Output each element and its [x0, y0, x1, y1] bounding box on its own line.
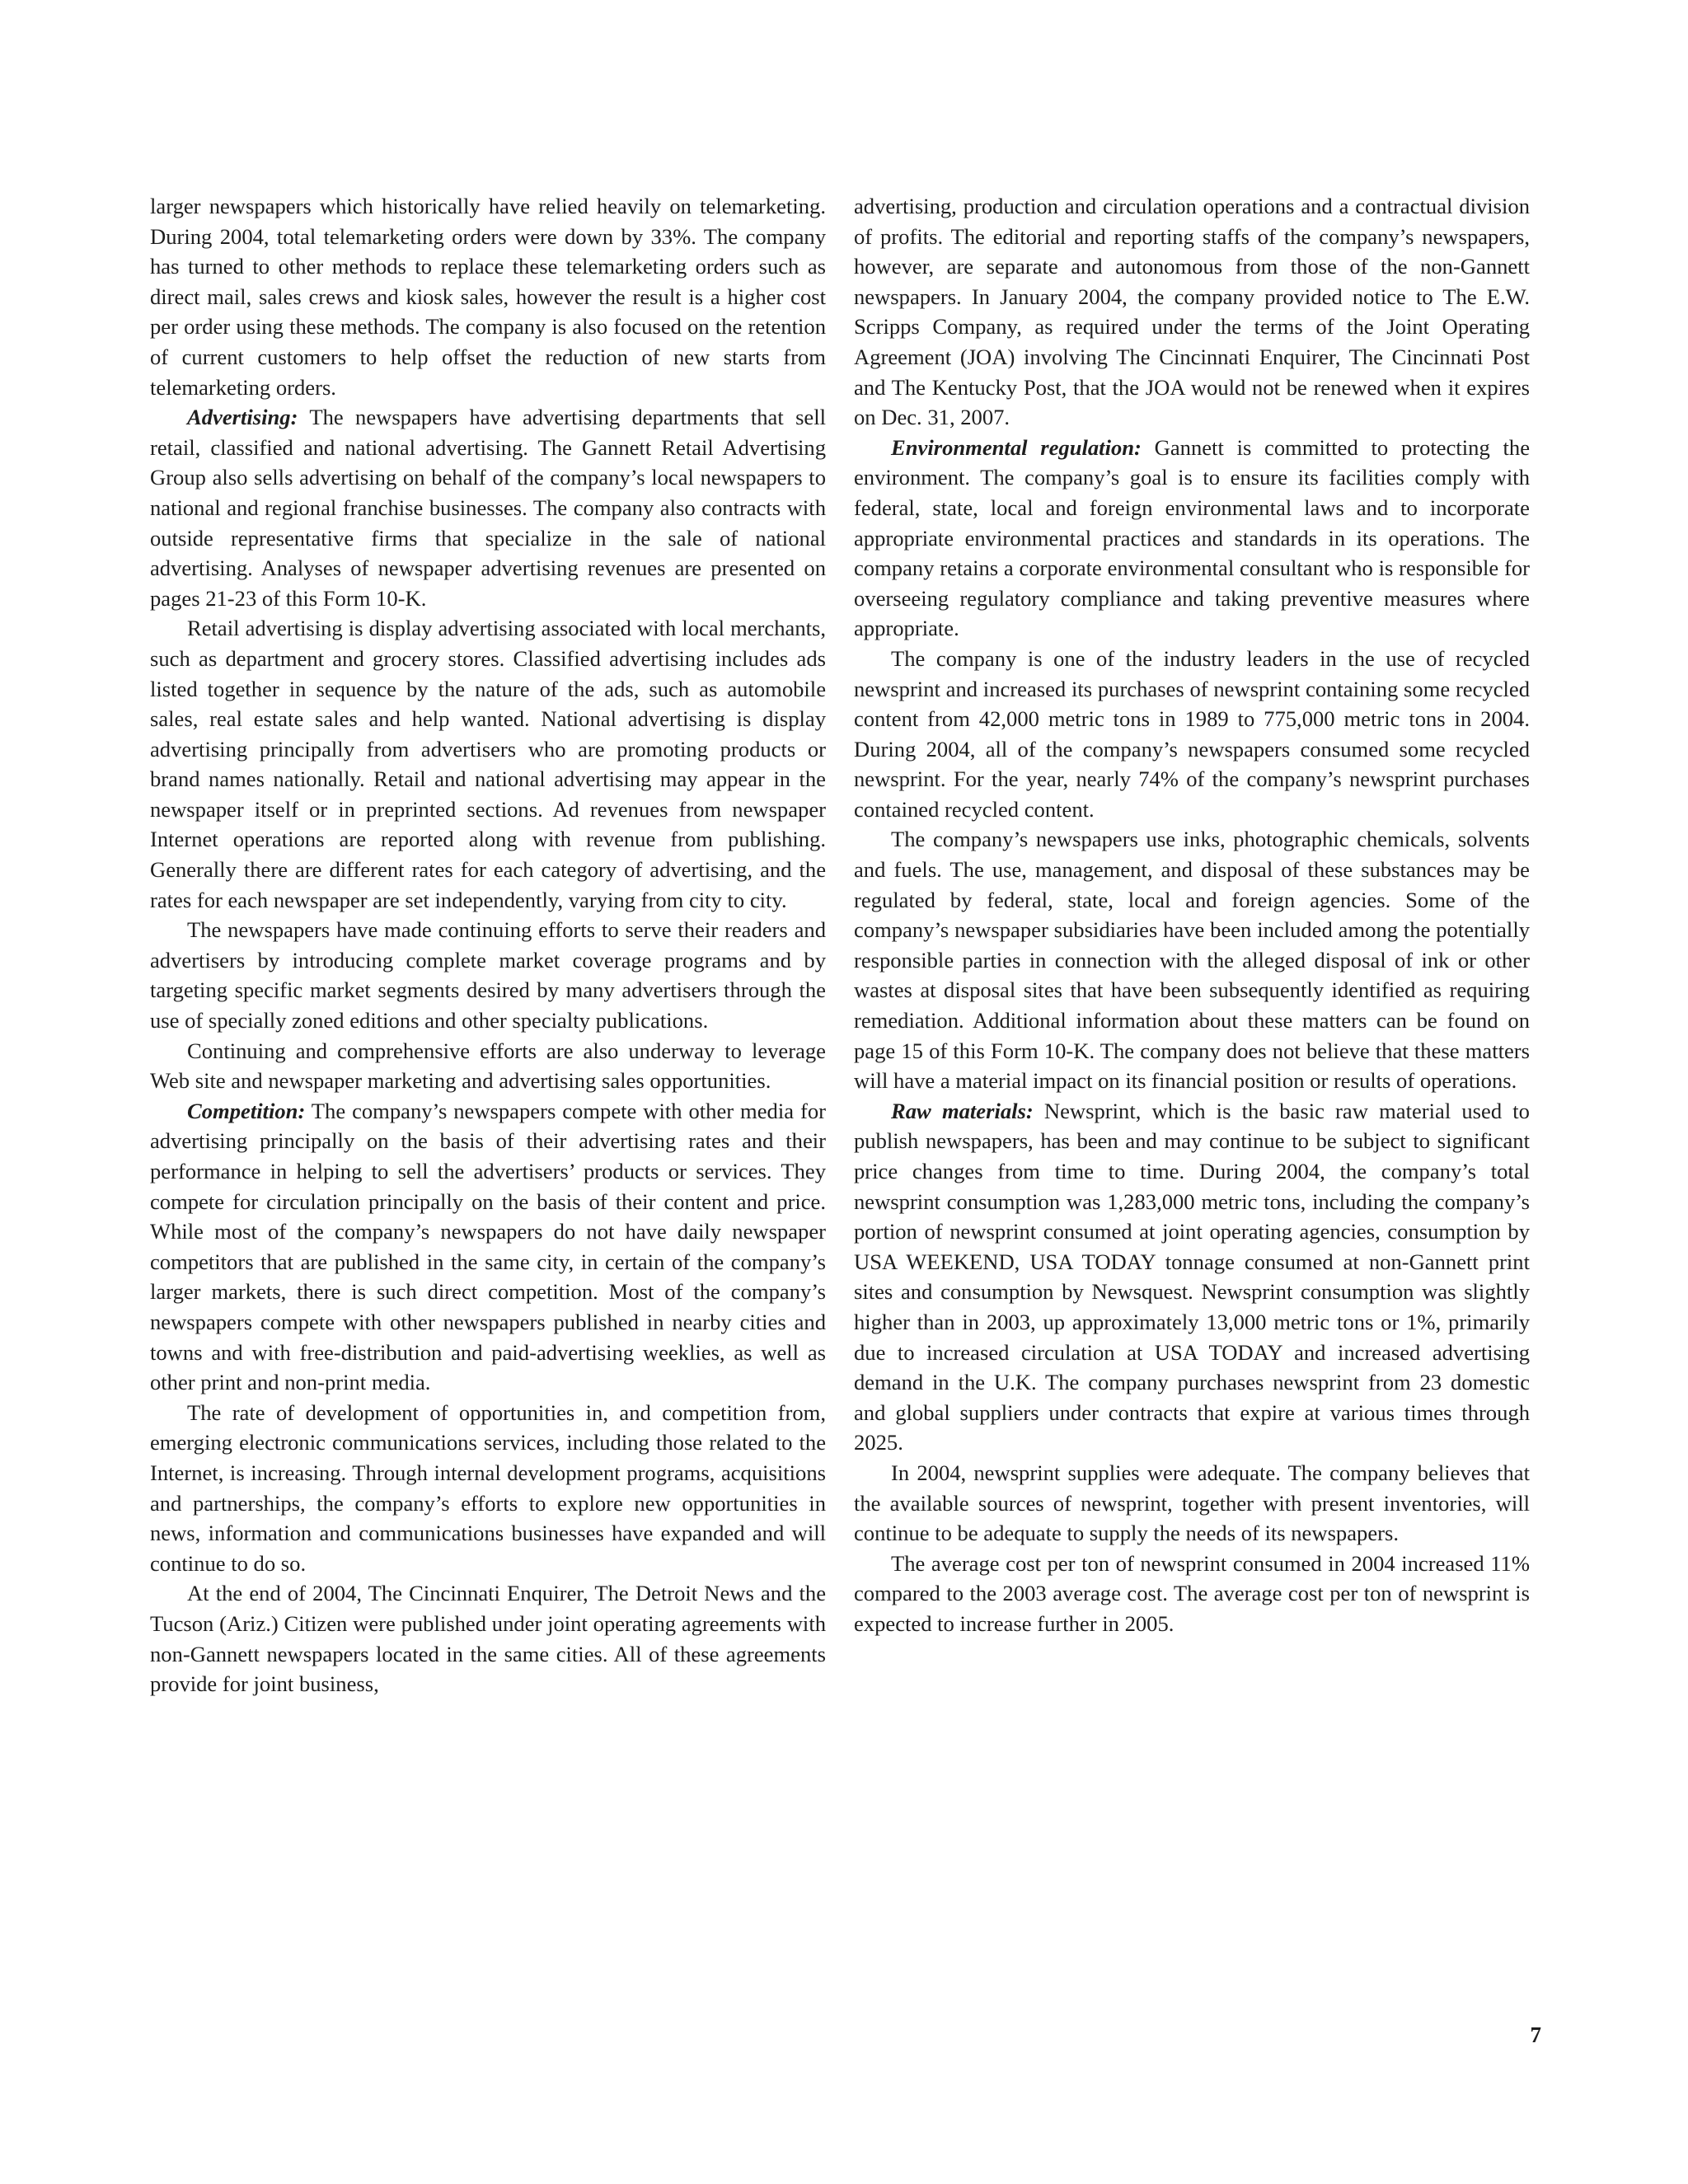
paragraph-telemarketing: larger newspapers which historically have relied heavily on telemarketing. During 2004, total telemarketing orders were down by 33%. The company has turned to other methods to replace these telemarketing orders such as direct mail, sales crews and kiosk sales, however the result is a higher cost per order using these methods. The company is also focused on the retention of current customers to help offset the reduction of new starts from telemarketing orders. — [150, 194, 826, 400]
advertising-body: The newspapers have advertising departments that sell retail, classified and national advertising. The Gannett Retail Advertising Group also sells advertising on behalf of the company’s local newspapers to national and regional franchise businesses. The company also contracts with outside representative firms that specialize in the sale of national advertising. Analyses of newspaper advertising revenues are presented on pages 21-23 of this Form 10-K. — [150, 405, 826, 611]
environmental-heading: Environmental regulation: — [891, 434, 1142, 460]
paragraph-web-efforts: Continuing and comprehensive efforts are also underway to leverage Web site and newspaper marketing and advertising sales opportunities. — [150, 1038, 826, 1094]
right-text-column — [854, 191, 1530, 1639]
paragraph-electronic-services: The rate of development of opportunities in, and competition from, emerging electronic communications services, including those related to the Internet, is increasing. Through internal development programs, acquisitions and partnerships, the company’s efforts to explore new opportunities in news, information and communications businesses have expanded and will continue to do so. — [150, 1399, 826, 1576]
paragraph-retail-advertising: Retail advertising is display advertising associated with local merchants, such as department and grocery stores. Classified advertising includes ads listed together in sequence by the nature of the ads, such as automobile sales, real estate sales and help wanted. National advertising is display advertising principally from advertisers who are promoting products or brand names nationally. Retail and national advertising may appear in the newspaper itself or in preprinted sections. Ad revenues from newspaper Internet operations are reported along with revenue from publishing. Generally there are different rates for each category of advertising, and the rates for each newspaper are set independently, varying from city to city. — [150, 616, 826, 912]
paragraph-inks-chemicals: The company’s newspapers use inks, photographic chemicals, solvents and fuels. The use, management, and disposal of these substances may be regulated by federal, state, local and foreign agencies. Some of the company’s newspaper subsidiaries have been included among the potentially responsible parties in connection with the alleged disposal of ink or other wastes at disposal sites that have been subsequently identified as requiring remediation. Additional information about these matters can be found on page 15 of this Form 10-K. The company does not believe that these matters will have a material impact on its financial position or results of operations. — [854, 827, 1530, 1094]
advertising-heading: Advertising: — [187, 405, 298, 430]
raw-materials-body: Newsprint, which is the basic raw material used to publish newspapers, has been and may continue to be subject to significant price changes from time to time. During 2004, the company’s total newsprint consumption was 1,283,000 metric tons, including the company’s portion of newsprint consumed at joint operating agencies, consumption by USA WEEKEND, USA TODAY tonnage consumed at non-Gannett print sites and consumption by Newsquest. Newsprint consumption was slightly higher than in 2003, up approximately 13,000 metric tons or 1%, primarily due to increased circulation at USA TODAY and increased advertising demand in the U.K. The company purchases newsprint from 23 domestic and global suppliers under contracts that expire at various times through 2025. — [854, 1098, 1530, 1455]
left-text-column — [150, 191, 826, 1699]
paragraph-joa-continued: advertising, production and circulation operations and a contractual division of profits. The editorial and reporting staffs of the company’s newspapers, however, are separate and autonomous from those of the non-Gannett newspapers. In January 2004, the company provided notice to The E.W. Scripps Company, as required under the terms of the Joint Operating Agreement (JOA) involving The Cincinnati Enquirer, The Cincinnati Post and The Kentucky Post, that the JOA would not be renewed when it expires on Dec. 31, 2007. — [854, 194, 1530, 430]
paragraph-newsprint-supply: In 2004, newsprint supplies were adequate. The company believes that the available sources of newsprint, together with present inventories, will continue to be adequate to supply the needs of its newspapers. — [854, 1460, 1530, 1546]
paragraph-raw-materials — [854, 1096, 1530, 1458]
paragraph-recycled-newsprint: The company is one of the industry leaders in the use of recycled newsprint and increased its purchases of newsprint containing some recycled content from 42,000 metric tons in 1989 to 775,000 metric tons in 2004. During 2004, all of the company’s newspapers consumed some recycled newsprint. For the year, nearly 74% of the company’s newsprint purchases contained recycled content. — [854, 645, 1530, 822]
paragraph-newsprint-cost: The average cost per ton of newsprint consumed in 2004 increased 11% compared to the 2003 average cost. The average cost per ton of newsprint is expected to increase further in 2005. — [854, 1550, 1530, 1636]
competition-body: The company’s newspapers compete with other media for advertising principally on the basis of their advertising rates and their performance in helping to sell the advertisers’ products or services. They compete for circulation principally on the basis of their content and price. While most of the company’s newspapers do not have daily newspaper competitors that are published in the same city, in certain of the company’s larger markets, there is such direct competition. Most of the company’s newspapers compete with other newspapers published in nearby cities and towns and with free-distribution and paid-advertising weeklies, as well as other print and non-print media. — [150, 1098, 826, 1395]
page-number: 7 — [1530, 2022, 1541, 2047]
paragraph-environmental — [854, 433, 1530, 644]
paragraph-market-coverage: The newspapers have made continuing efforts to serve their readers and advertisers by introducing complete market coverage programs and by targeting specific market segments desired by many advertisers through the use of specially zoned editions and other specialty publications. — [150, 917, 826, 1033]
environmental-body: Gannett is committed to protecting the environment. The company’s goal is to ensure its facilities comply with federal, state, local and foreign environmental laws and to incorporate appropriate environmental practices and standards in its operations. The company retains a corporate environmental consultant who is responsible for overseeing regulatory compliance and taking preventive measures where appropriate. — [854, 434, 1530, 641]
raw-materials-heading: Raw materials: — [891, 1098, 1034, 1123]
competition-heading: Competition: — [187, 1098, 306, 1123]
paragraph-joint-operating: At the end of 2004, The Cincinnati Enquirer, The Detroit News and the Tucson (Ariz.) Citizen were published under joint operating agreements with non-Gannett newspapers located in the same cities. All of these agreements provide for joint business, — [150, 1581, 826, 1697]
paragraph-advertising — [150, 402, 826, 613]
paragraph-competition — [150, 1096, 826, 1398]
